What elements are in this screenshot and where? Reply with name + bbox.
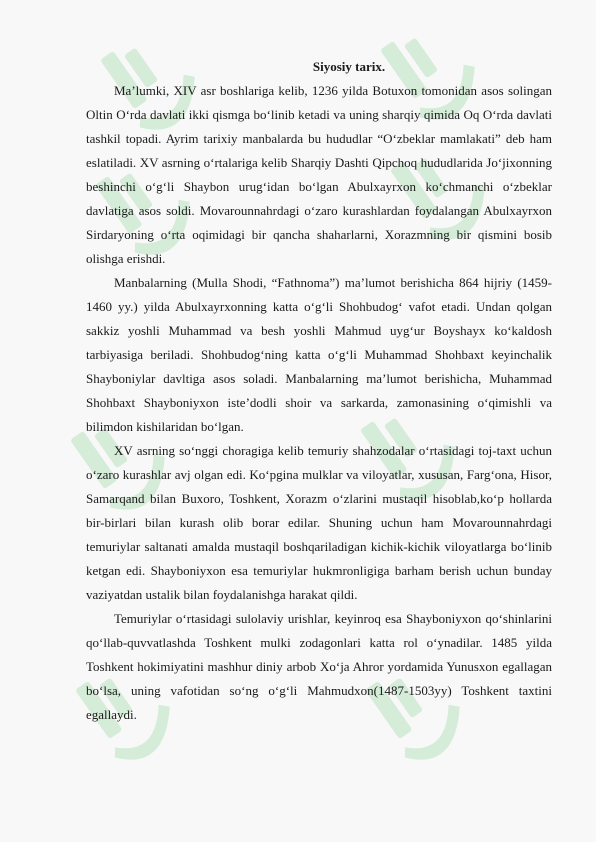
paragraph-4: Temuriylar o‘rtasidagi sulolaviy urishlar, keyinroq esa Shayboniyxon qo‘shinlarini qo‘llab-quvvatlashda Toshkent mulki zodagonlari katta rol o‘ynadilar. 1485 yilda Toshkent hokimiyatini mashhur diniy arbob Xo‘ja Ahror yordamida Yunusxon egallagan bo‘lsa, uning vafotidan so‘ng o‘g‘li Mahmudxon(1487-1503yy) Toshkent taxtini egallaydi. [86, 611, 552, 722]
document-title: Siyosiy tarix. [312, 59, 386, 74]
paragraph-2: Manbalarning (Mulla Shodi, “Fathnoma”) ma’lumot berishicha 864 hijriy (1459-1460 yy.) yilda Abulxayrxonning katta o‘g‘li Shohbudog‘ vafot etadi. Undan qolgan sakkiz yoshli Muhammad va besh yoshli Mahmud uyg‘ur Boyshayx ko‘kaldosh tarbiyasiga beriladi. Shohbudog‘ning katta o‘g‘li Muhammad Shohbaxt keyinchalik Shayboniylar davltiga asos soladi. Manbalarning ma’lumot berishicha, Muhammad Shohbaxt Shayboniyxon iste’dodli shoir va sarkarda, zamonasining o‘qimishli va bilimdon kishilaridan bo‘lgan. [86, 275, 552, 434]
document-body [86, 57, 552, 727]
paragraph-1: Ma’lumki, XIV asr boshlariga kelib, 1236 yilda Botuxon tomonidan asos solingan Oltin O‘rda davlati ikki qismga bo‘linib ketadi va uning sharqiy qimida Oq O‘rda davlati tashkil topadi. Ayrim tarixiy manbalarda bu hududlar “O‘zbeklar mamlakati” deb ham eslatiladi. XV asrning o‘rtalariga kelib Sharqiy Dashti Qipchoq hududlarida Jo‘jixonning beshinchi o‘g‘li Shaybon urug‘idan bo‘lgan Abulxayrxon ko‘chmanchi o‘zbeklar davlatiga asos soldi. Movarounnahrdagi o‘zaro kurashlardan foydalangan Abulxayrxon Sirdaryoning o‘rta oqimidagi bir qancha shaharlarni, Xorazmning bir qismini bosib olishga erishdi. [86, 83, 552, 266]
paragraph-3: XV asrning so‘nggi choragiga kelib temuriy shahzodalar o‘rtasidagi toj-taxt uchun o‘zaro kurashlar avj olgan edi. Ko‘pgina mulklar va viloyatlar, xususan, Farg‘ona, Hisor, Samarqand bilan Buxoro, Toshkent, Xorazm o‘zlarini mustaqil hisoblab,ko‘p hollarda bir-birlari bilan kurash olib borar edilar. Shuning uchun ham Movarounnahrdagi temuriylar saltanati amalda mustaqil boshqariladigan kichik-kichik viloyatlarga bo‘linib ketgan edi. Shayboniyxon esa temuriylar hukmronligiga barham berish uchun bunday vaziyatdan ustalik bilan foydalanishga harakat qildi. [86, 443, 552, 602]
